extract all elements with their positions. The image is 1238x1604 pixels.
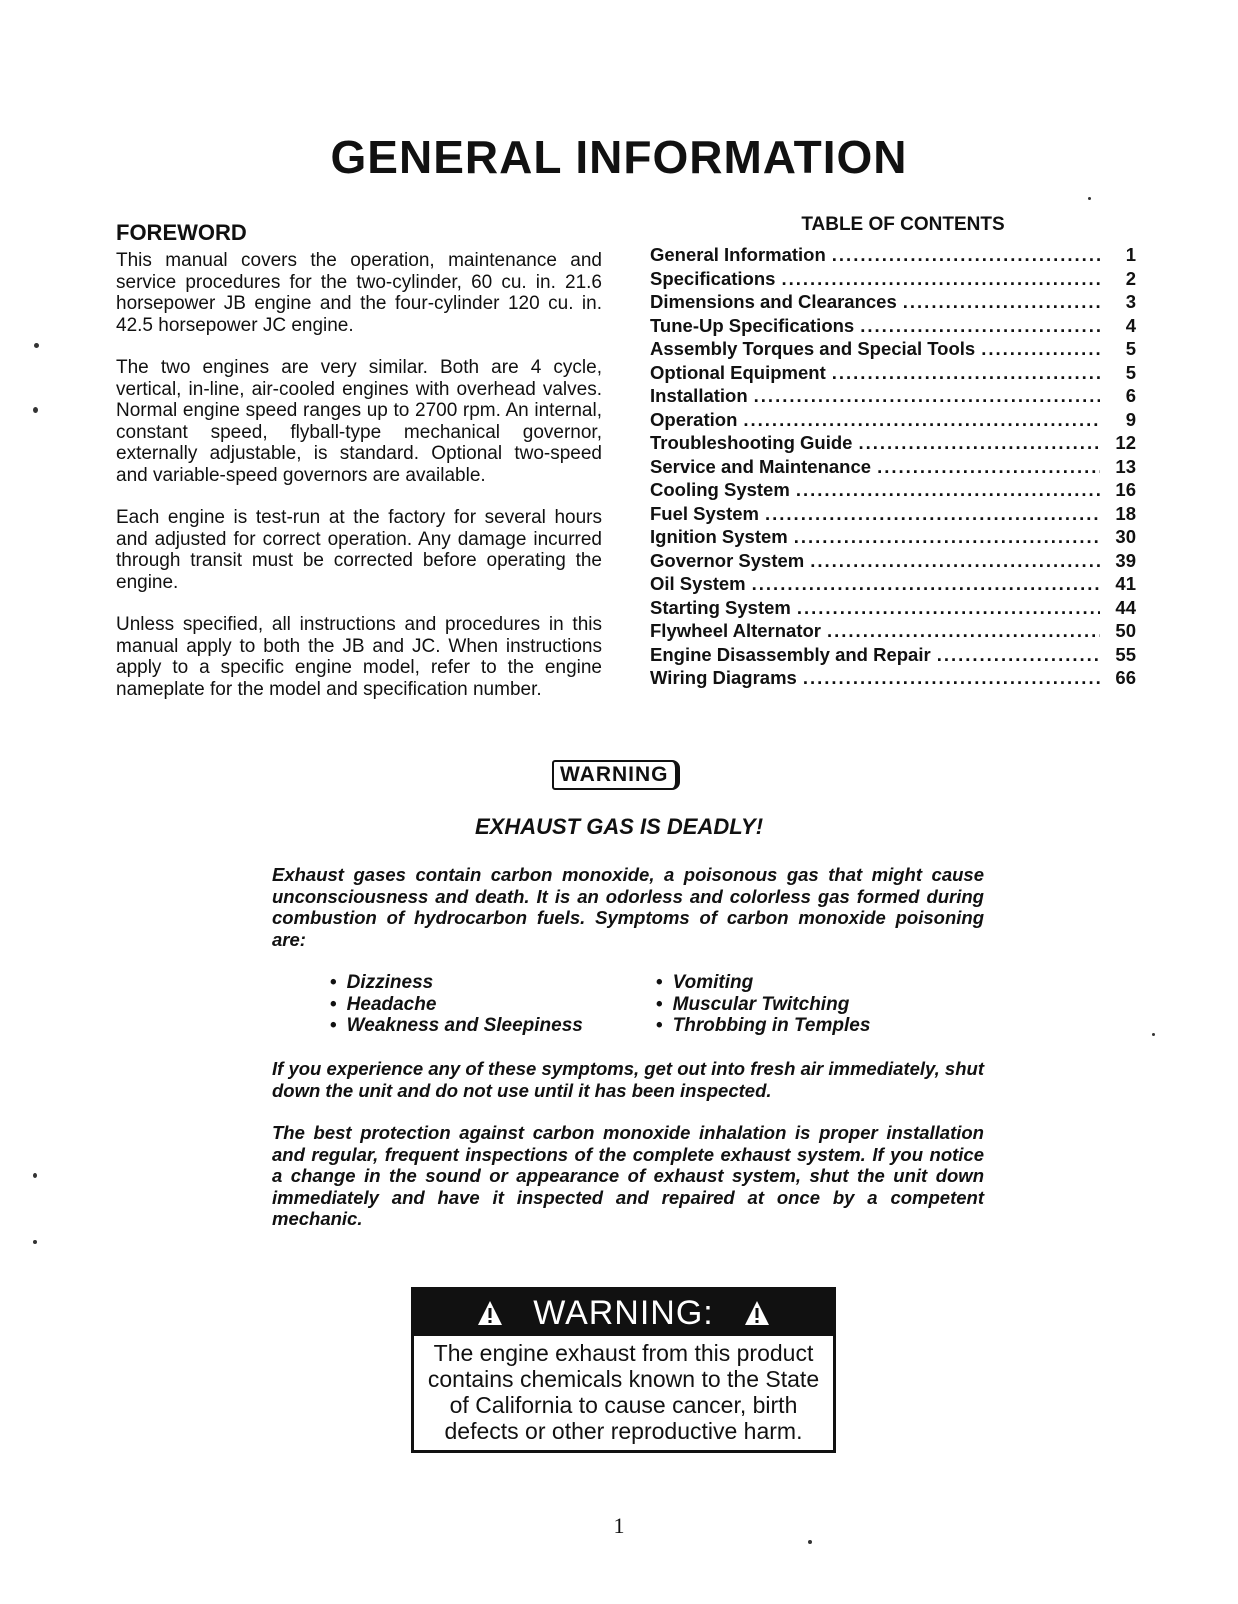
- toc-entry: [650, 244, 1136, 268]
- foreword-section: [116, 220, 602, 721]
- scan-speck: [808, 1540, 812, 1544]
- toc-entry-label: Ignition System: [650, 526, 788, 547]
- toc-entry: [650, 432, 1136, 456]
- california-warning-box: [411, 1287, 836, 1453]
- toc-entry-label: Dimensions and Clearances: [650, 291, 897, 312]
- toc-entry: [650, 338, 1136, 362]
- toc-leader-dots: [794, 526, 1100, 548]
- toc-entry-page: 16: [1115, 479, 1136, 500]
- toc-leader-dots: [810, 550, 1100, 572]
- toc-leader-dots: [743, 409, 1100, 431]
- symptom-item: • Muscular Twitching: [656, 994, 870, 1016]
- toc-entry-label: Starting System: [650, 596, 791, 618]
- foreword-paragraph: Each engine is test-run at the factory for several hours and adjusted for correct operation. Any damage incurred through transit must be corrected before operating the engine.: [116, 507, 602, 593]
- symptom-item: • Dizziness: [330, 972, 583, 994]
- toc-list: [650, 244, 1136, 691]
- toc-entry-page: 18: [1115, 502, 1136, 524]
- toc-entry-label: Cooling System: [650, 479, 790, 500]
- toc-entry: [650, 479, 1136, 503]
- foreword-heading: FOREWORD: [116, 220, 247, 245]
- toc-leader-dots: [858, 432, 1100, 454]
- toc-entry-label: Oil System: [650, 573, 746, 594]
- toc-entry: [650, 268, 1136, 292]
- toc-entry-label: Assembly Torques and Special Tools: [650, 338, 976, 359]
- scan-speck: [1088, 197, 1091, 200]
- foreword-paragraph: The two engines are very similar. Both are 4 cycle, vertical, in-line, air-cooled engines with overhead valves. Normal engine speed ranges up to 2700 rpm. An internal, constant speed, flyball-type mechanical governor, externally adjustable, is standard. Optional two-speed and variable-speed governors are available.: [116, 357, 602, 486]
- toc-entry-label: Tune-Up Specifications: [650, 314, 855, 336]
- toc-entry-page: 6: [1125, 385, 1136, 406]
- toc-entry-page: 3: [1125, 291, 1136, 312]
- toc-entry: [650, 385, 1136, 409]
- scan-speck: [33, 1240, 37, 1244]
- toc-entry-label: Wiring Diagrams: [650, 667, 797, 688]
- foreword-paragraph: Unless specified, all instructions and procedures in this manual apply to both the JB and JC. When instructions apply to a specific engine model, refer to the engine nameplate for the model and specification number.: [116, 614, 602, 700]
- page-title: GENERAL INFORMATION: [330, 131, 908, 183]
- toc-entry-page: 12: [1115, 432, 1136, 453]
- toc-leader-dots: [803, 667, 1100, 689]
- toc-entry: [650, 644, 1136, 668]
- toc-entry-page: 66: [1115, 667, 1136, 688]
- toc-entry-label: Service and Maintenance: [650, 455, 872, 477]
- toc-entry-page: 13: [1115, 455, 1136, 477]
- toc-entry: [650, 550, 1136, 574]
- toc-leader-dots: [832, 362, 1100, 384]
- toc-entry-page: 5: [1125, 338, 1136, 359]
- toc-leader-dots: [796, 479, 1100, 501]
- california-warning-line: defects or other reproductive harm.: [444, 1418, 803, 1444]
- california-warning-text: [414, 1336, 833, 1444]
- toc-leader-dots: [937, 644, 1100, 666]
- toc-entry-label: Flywheel Alternator: [650, 620, 821, 641]
- toc-entry: [650, 409, 1136, 433]
- toc-leader-dots: [797, 597, 1100, 619]
- california-warning-header: [414, 1290, 833, 1336]
- toc-leader-dots: [903, 291, 1100, 313]
- warning-badge: WARNING: [552, 760, 680, 790]
- toc-entry-label: General Information: [650, 244, 826, 265]
- toc-entry: [650, 526, 1136, 550]
- toc-entry-page: 44: [1115, 596, 1136, 618]
- california-warning-heading: WARNING:: [533, 1293, 714, 1332]
- exhaust-warning-protection: The best protection against carbon monoxide inhalation is proper installation and regular, frequent inspections of the complete exhaust system. If you notice a change in the sound or appearance of exhaust system, shut the unit down immediately and have it inspected and repaired at once by a competent mechanic.: [272, 1122, 984, 1229]
- exhaust-warning-intro: Exhaust gases contain carbon monoxide, a poisonous gas that might cause unconsciousness and death. It is an odorless and colorless gas formed during combustion of hydrocarbon fuels. Symptoms of carbon monoxide poisoning are:: [272, 864, 984, 950]
- toc-entry: [650, 573, 1136, 597]
- symptom-item: • Weakness and Sleepiness: [330, 1015, 583, 1037]
- toc-entry-page: 2: [1125, 267, 1136, 289]
- toc-entry-label: Governor System: [650, 549, 805, 571]
- toc-entry-label: Fuel System: [650, 502, 759, 524]
- toc-entry-page: 55: [1115, 643, 1136, 665]
- toc-leader-dots: [752, 573, 1100, 595]
- scan-speck: [33, 1173, 37, 1178]
- toc-leader-dots: [781, 268, 1100, 290]
- toc-entry: [650, 620, 1136, 644]
- california-warning-line: of California to cause cancer, birth: [449, 1392, 798, 1418]
- toc-entry-page: 4: [1125, 314, 1136, 336]
- toc-entry-page: 30: [1115, 526, 1136, 547]
- symptom-item: • Vomiting: [656, 972, 870, 994]
- symptom-column-right: [656, 972, 870, 1037]
- toc-entry-label: Troubleshooting Guide: [650, 432, 853, 453]
- toc-entry: [650, 503, 1136, 527]
- toc-entry-page: 39: [1115, 549, 1136, 571]
- california-warning-line: contains chemicals known to the State: [427, 1366, 820, 1392]
- table-of-contents: [650, 214, 1136, 691]
- warning-triangle-icon: [477, 1300, 503, 1326]
- toc-entry-label: Installation: [650, 385, 748, 406]
- toc-entry-label: Operation: [650, 408, 738, 430]
- exhaust-warning-action: If you experience any of these symptoms, get out into fresh air immediately, shut down the unit and do not use until it has been inspected.: [272, 1058, 984, 1101]
- scan-speck: [1152, 1033, 1155, 1036]
- toc-entry-page: 5: [1125, 361, 1136, 383]
- toc-entry-page: 41: [1115, 573, 1136, 594]
- toc-leader-dots: [832, 244, 1100, 266]
- toc-heading: TABLE OF CONTENTS: [801, 214, 1005, 235]
- toc-leader-dots: [765, 503, 1100, 525]
- scan-speck: [34, 343, 39, 348]
- toc-entry-page: 50: [1115, 620, 1136, 641]
- symptom-item: • Headache: [330, 994, 583, 1016]
- symptom-item: • Throbbing in Temples: [656, 1015, 870, 1037]
- toc-leader-dots: [877, 456, 1100, 478]
- toc-entry-label: Specifications: [650, 267, 776, 289]
- toc-entry: [650, 667, 1136, 691]
- foreword-paragraph: This manual covers the operation, maintenance and service procedures for the two-cylinder, 60 cu. in. 21.6 horsepower JB engine and the four-cylinder 120 cu. in. 42.5 horsepower JC engine.: [116, 250, 602, 336]
- toc-entry-label: Optional Equipment: [650, 361, 826, 383]
- scan-speck: [33, 407, 38, 413]
- exhaust-warning-title: EXHAUST GAS IS DEADLY!: [474, 814, 764, 839]
- warning-triangle-icon: [744, 1300, 770, 1326]
- toc-entry-page: 9: [1125, 408, 1136, 430]
- california-warning-line: The engine exhaust from this product: [433, 1340, 814, 1366]
- toc-entry-page: 1: [1125, 244, 1136, 265]
- toc-leader-dots: [754, 385, 1100, 407]
- toc-leader-dots: [860, 315, 1100, 337]
- toc-leader-dots: [981, 338, 1100, 360]
- toc-entry: [650, 315, 1136, 339]
- toc-entry: [650, 291, 1136, 315]
- toc-entry-label: Engine Disassembly and Repair: [650, 643, 931, 665]
- toc-entry: [650, 362, 1136, 386]
- page-number: 1: [613, 1513, 625, 1538]
- toc-entry: [650, 597, 1136, 621]
- symptom-column-left: [330, 972, 583, 1037]
- toc-leader-dots: [827, 620, 1100, 642]
- toc-entry: [650, 456, 1136, 480]
